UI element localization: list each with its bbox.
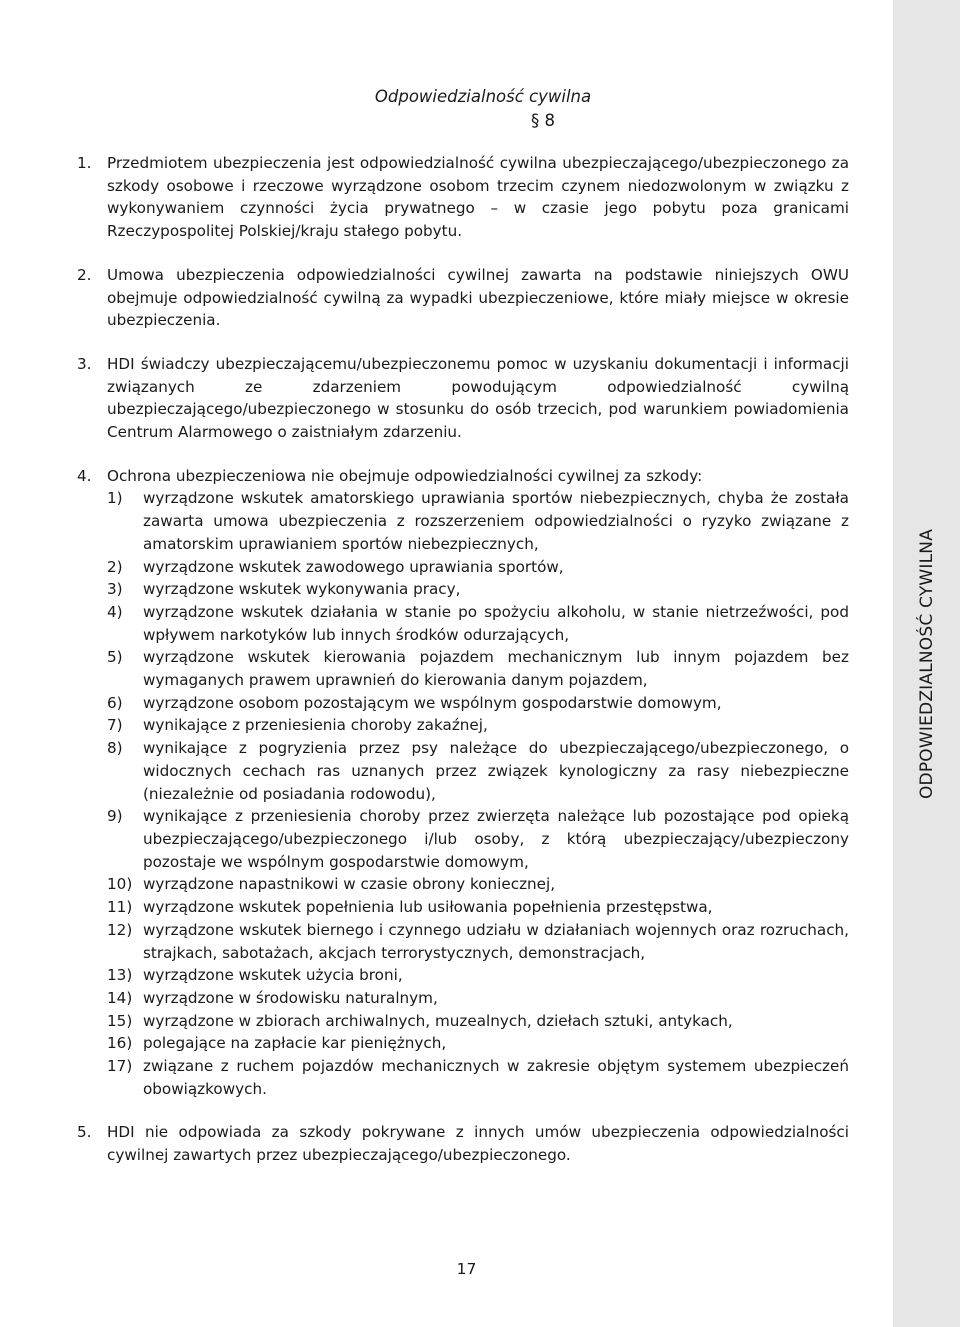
list-item-number: 5) (107, 648, 123, 667)
list-item-text: wyrządzone wskutek użycia broni, (143, 966, 403, 985)
list-item-number: 10) (107, 875, 133, 894)
list-item-number: 6) (107, 693, 123, 712)
list-item-number: 15) (107, 1011, 133, 1030)
paragraph-1 (77, 152, 849, 243)
list-item-number: 11) (107, 898, 133, 917)
paragraph-number: 3. (77, 354, 92, 373)
paragraph-body (107, 465, 849, 1101)
page-title: Odpowiedzialność cywilna (374, 87, 592, 106)
section-number: § 8 (531, 111, 555, 130)
paragraph-4 (77, 465, 849, 1101)
list-item-text: wyrządzone w zbiorach archiwalnych, muzealnych, dziełach sztuki, antykach, (143, 1011, 733, 1030)
list-item-number: 7) (107, 716, 123, 735)
list-item (107, 692, 849, 715)
paragraph-text: Ochrona ubezpieczeniowa nie obejmuje odpowiedzialności cywilnej za szkody: (107, 466, 703, 485)
list-item-text: wynikające z pogryzienia przez psy należące do ubezpieczającego/ubezpieczonego, o widocznych cechach ras uznanych przez związek kynologiczny za rasy niebezpieczne (niezależnie od posiadania rodowodu), (143, 739, 849, 803)
list-item-number: 12) (107, 920, 133, 939)
paragraph-2 (77, 264, 849, 332)
list-item-number: 4) (107, 602, 123, 621)
paragraph-text: Przedmiotem ubezpieczenia jest odpowiedzialność cywilna ubezpieczającego/ubezpieczonego za szkody osobowe i rzeczowe wyrządzone osobom trzecim czynem niedozwolonym w związku z wykonywaniem czynności życia prywatnego – w czasie jego pobytu poza granicami Rzeczypospolitej Polskiej/kraju stałego pobytu. (107, 154, 849, 241)
list-item (107, 1032, 849, 1055)
list-item (107, 1010, 849, 1033)
list-item-number: 8) (107, 739, 123, 758)
paragraph-text: HDI świadczy ubezpieczającemu/ubezpieczonemu pomoc w uzyskaniu dokumentacji i informacji związanych ze zdarzeniem powodującym odpowiedzialność cywilną ubezpieczającego/ubezpieczonego w stosunku do osób trzecich, pod warunkiem powiadomienia Centrum Alarmowego o zaistniałym zdarzeniu. (107, 354, 849, 442)
paragraph-text: HDI nie odpowiada za szkody pokrywane z innych umów ubezpieczenia odpowiedzialności cywilnej zawartych przez ubezpieczającego/ubezpieczonego. (107, 1123, 849, 1165)
list-item-number: 13) (107, 966, 133, 985)
list-item-text: wyrządzone wskutek amatorskiego uprawiania sportów niebezpiecznych, chyba że została zawarta umowa ubezpieczenia z rozszerzeniem odpowiedzialności o ryzyko związane z amatorskim uprawianiem sportów niebezpiecznych, (143, 489, 849, 553)
side-tab (893, 0, 960, 1327)
list-item (107, 578, 849, 601)
list-item-text: wyrządzone wskutek popełnienia lub usiłowania popełnienia przestępstwa, (143, 898, 713, 917)
paragraph-list (77, 152, 849, 1167)
document-body (77, 86, 849, 1188)
list-item-text: związane z ruchem pojazdów mechanicznych w zakresie objętym systemem ubezpieczeń obowiązkowych. (143, 1057, 849, 1098)
list-item (107, 873, 849, 896)
paragraph-number: 2. (77, 265, 92, 284)
list-item-text: wyrządzone w środowisku naturalnym, (143, 988, 438, 1007)
list-item (107, 556, 849, 579)
list-item (107, 1055, 849, 1100)
list-item (107, 646, 849, 691)
list-item-text: wynikające z przeniesienia choroby zakaźnej, (143, 716, 488, 735)
list-item (107, 601, 849, 646)
list-item-number: 9) (107, 807, 123, 826)
list-item (107, 896, 849, 919)
list-item-text: wyrządzone wskutek wykonywania pracy, (143, 580, 461, 599)
list-item-number: 17) (107, 1057, 133, 1076)
list-item-text: wyrządzone wskutek biernego i czynnego udziału w działaniach wojennych oraz rozruchach, strajkach, sabotażach, akcjach terrorystycznych, demonstracjach, (143, 920, 849, 962)
paragraph-5 (77, 1121, 849, 1166)
paragraph-number: 4. (77, 466, 92, 485)
list-item-number: 1) (107, 489, 123, 508)
paragraph-text: Umowa ubezpieczenia odpowiedzialności cywilnej zawarta na podstawie niniejszych OWU obejmuje odpowiedzialność cywilną za wypadki ubezpieczeniowe, które miały miejsce w okresie ubezpieczenia. (107, 265, 849, 330)
list-item (107, 964, 849, 987)
list-item (107, 714, 849, 737)
paragraph-number: 1. (77, 154, 92, 172)
list-item-text: wyrządzone wskutek kierowania pojazdem mechanicznym lub innym pojazdem bez wymaganych prawem uprawnień do kierowania danym pojazdem, (143, 648, 849, 690)
list-item (107, 987, 849, 1010)
list-item-number: 14) (107, 988, 133, 1007)
list-item (107, 919, 849, 964)
list-item-number: 3) (107, 580, 123, 599)
list-item-text: polegające na zapłacie kar pieniężnych, (143, 1034, 447, 1053)
exclusion-list (107, 487, 849, 1100)
list-item (107, 737, 849, 805)
list-item-text: wynikające z przeniesienia choroby przez zwierzęta należące lub pozostające pod opieką ubezpieczającego/ubezpieczonego i/lub osoby, z którą ubezpieczający/ubezpieczony pozostaje we wspólnym gospodarstwie domowym, (143, 807, 849, 871)
list-item (107, 487, 849, 555)
list-item-text: wyrządzone wskutek zawodowego uprawiania sportów, (143, 557, 564, 576)
list-item-text: wyrządzone wskutek działania w stanie po spożyciu alkoholu, w stanie nietrzeźwości, pod wpływem narkotyków lub innych środków odurzających, (143, 602, 849, 644)
list-item-text: wyrządzone napastnikowi w czasie obrony koniecznej, (143, 875, 556, 894)
list-item-number: 16) (107, 1034, 133, 1053)
list-item-text: wyrządzone osobom pozostającym we wspólnym gospodarstwie domowym, (143, 693, 722, 712)
list-item (107, 805, 849, 873)
paragraph-3 (77, 353, 849, 444)
page-number: 17 (456, 1260, 477, 1278)
side-tab-label: ODPOWIEDZIALNOŚĆ CYWILNA (916, 528, 937, 800)
list-item-number: 2) (107, 557, 123, 576)
paragraph-number: 5. (77, 1123, 92, 1142)
